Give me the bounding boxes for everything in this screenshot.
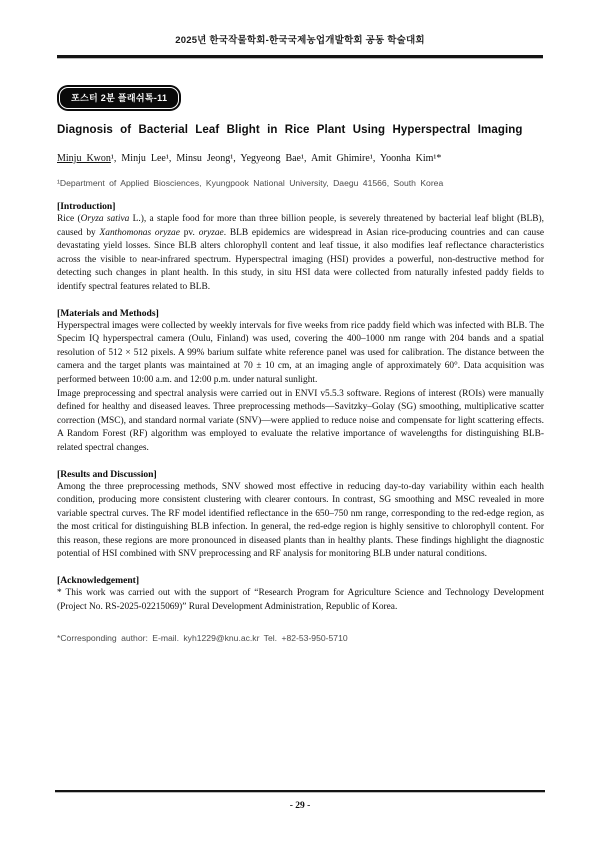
section-results-discussion (57, 469, 544, 563)
section-acknowledgement (57, 575, 544, 614)
footer-rule (55, 790, 545, 794)
section-introduction (57, 201, 544, 295)
affiliation-line: ¹Department of Applied Biosciences, Kyungpook National University, Daegu 41566, South Korea (57, 178, 444, 188)
methods-paragraph-2: Image preprocessing and spectral analysis were carried out in ENVI v5.5.3 software. Regions of interest (ROIs) were manually defined for healthy and diseased leaves. Three preprocessing methods—Savitzky–Golay (SG) smoothing, multiplicative scatter correction (MSC), and standard normal variate (SNV)—were applied to reduce noise and compensate for light scattering effects. A Random Forest (RF) algorithm was employed to evaluate the relative importance of wavelengths for distinguishing BLB-related spectral changes. (57, 388, 544, 453)
section-heading-acknowledgement: [Acknowledgement] (57, 575, 140, 587)
section-heading-results: [Results and Discussion] (57, 468, 157, 480)
session-badge: 포스터 2분 플래쉬톡-11 (59, 87, 179, 109)
section-materials-methods (57, 308, 544, 456)
results-paragraph: Among the three preprocessing methods, SNV showed most effective in reducing day-to-day variability within each health condition, producing more consistent clustering with clearer contours. In contrast, SG smoothing and MSC revealed in more variable spectral curves. The RF model identified reflectance in the 650–750 nm range, corresponding to the red-edge region, as the most critical for distinguishing BLB infection. In general, the red-edge region is highly sensitive to chlorophyll content. For this reason, these regions are more pronounced in diseased plants than in healthy plants. These findings highlight the diagnostic potential of HSI combined with SNV preprocessing and RF analysis for monitoring BLB under natural conditions. (57, 481, 544, 560)
paper-title: Diagnosis of Bacterial Leaf Blight in Rice Plant Using Hyperspectral Imaging (57, 124, 523, 136)
abstract-content (57, 84, 544, 643)
introduction-paragraph: Rice (Oryza sativa L.), a staple food for more than three billion people, is severely threatened by bacterial leaf blight (BLB), caused by Xanthomonas oryzae pv. oryzae. BLB epidemics are widespread in Asian rice-producing countries and can cause devastating yield losses. Since BLB alters chlorophyll content and leaf tissue, it also modifies leaf reflectance characteristics across the visible to near-infrared spectrum. Hyperspectral imaging (HSI) provides a powerful, non-destructive method for detecting such changes in plant health. In this study, in situ HSI data were collected from naturally infested paddy fields to identify spectral features related to BLB. (57, 214, 545, 292)
methods-paragraph-1: Hyperspectral images were collected by weekly intervals for five weeks from rice paddy field which was infected with BLB. The Specim IQ hyperspectral camera (Oulu, Finland) was used, covering the 400–1000 nm range with 204 bands and a spatial resolution of 512 × 512 pixels. A 99% barium sulfate white reference panel was used for calibration. The distance between the camera and the target plants was maintained at 70 ± 10 cm, at an imaging angle of approximately 60°. Data acquisition was performed between 10:00 a.m. and 12:00 p.m. under natural sunlight. (57, 320, 544, 385)
acknowledgement-paragraph: * This work was carried out with the support of “Research Program for Agriculture Science and Technology Development (Project No. RS-2025-02215069)” Rural Development Administration, Republic of Korea. (57, 588, 544, 612)
authors-line: Minju Kwon¹, Minju Lee¹, Minsu Jeong¹, Yegyeong Bae¹, Amit Ghimire¹, Yoonha Kim¹* (57, 153, 442, 164)
section-heading-introduction: [Introduction] (57, 201, 116, 212)
section-heading-materials-methods: [Materials and Methods] (57, 307, 159, 319)
conference-header: 2025년 한국작물학회-한국국제농업개발학회 공동 학술대회 (175, 35, 425, 46)
header-rule (57, 55, 543, 59)
corresponding-author-line: *Corresponding author: E-mail. kyh1229@knu.ac.kr Tel. +82-53-950-5710 (57, 633, 348, 644)
page-number: - 29 - (289, 801, 311, 811)
